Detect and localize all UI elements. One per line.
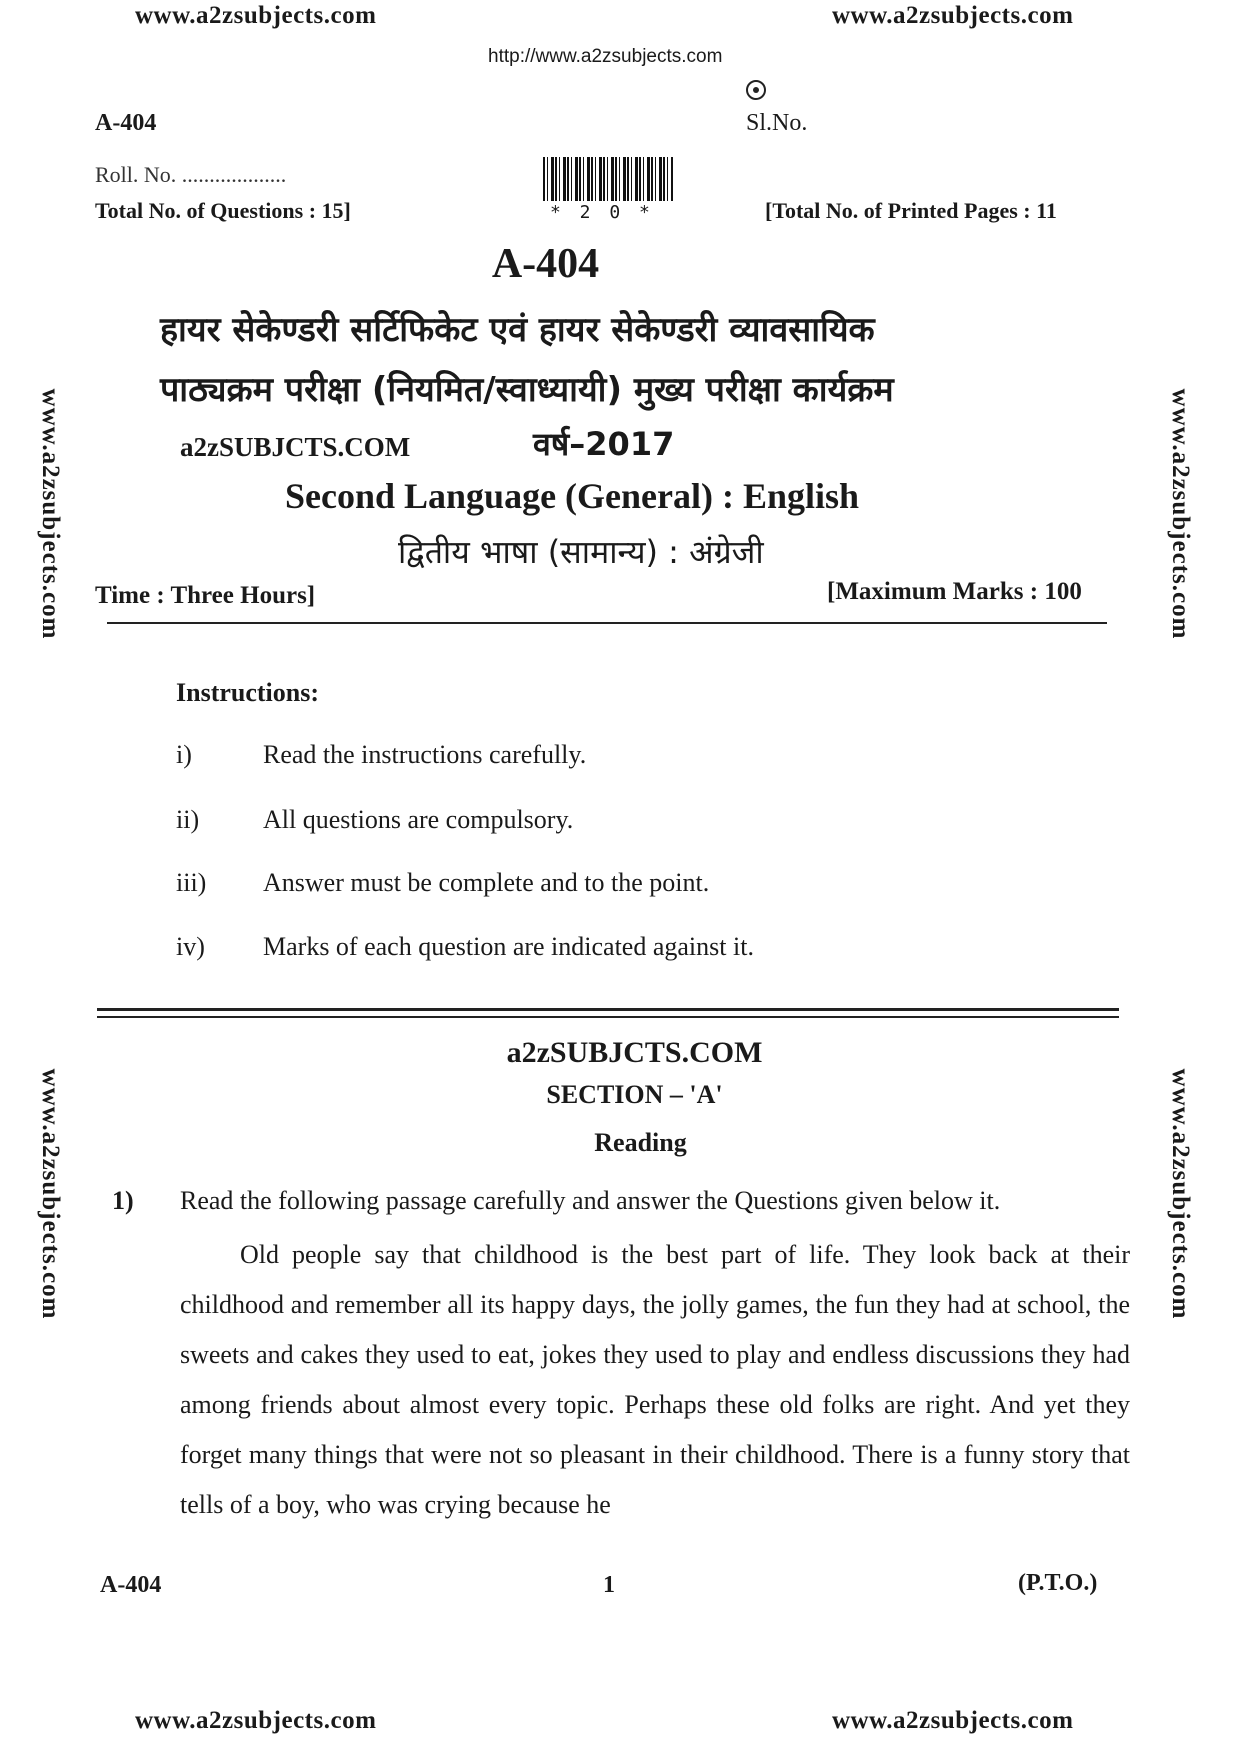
instruction-text: Answer must be complete and to the point.: [263, 868, 710, 897]
barcode-text: * 2 0 *: [550, 202, 654, 223]
please-turn-over: (P.T.O.): [1018, 1570, 1098, 1596]
footer-exam-code: A-404: [100, 1572, 162, 1598]
total-questions: Total No. of Questions : 15]: [95, 198, 351, 223]
section-divider-top: [97, 1008, 1119, 1011]
instructions-heading: Instructions:: [176, 678, 320, 707]
exam-year: वर्ष–2017: [533, 425, 675, 463]
instruction-text: All questions are compulsory.: [263, 805, 574, 834]
circle-dot-icon: [746, 80, 766, 100]
site-watermark-header: a2zSUBJCTS.COM: [180, 432, 411, 462]
subject-title-hindi: द्वितीय भाषा (सामान्य) : अंग्रेजी: [398, 533, 764, 571]
hindi-heading-line2: पाठ्यक्रम परीक्षा (नियमित/स्वाध्यायी) मुख्य परीक्षा कार्यक्रम: [160, 370, 894, 410]
watermark-side-right-2: www.a2zsubjects.com: [1167, 1068, 1194, 1320]
barcode: [543, 157, 673, 201]
instruction-number: ii): [176, 805, 200, 834]
source-url: http://www.a2zsubjects.com: [488, 46, 723, 67]
exam-code-top: A-404: [95, 110, 157, 136]
header-divider: [107, 622, 1107, 624]
watermark-bottom-right: www.a2zsubjects.com: [832, 1707, 1074, 1734]
instruction-number: iv): [176, 932, 205, 961]
section-subtitle: Reading: [594, 1128, 687, 1157]
watermark-side-left-2: www.a2zsubjects.com: [37, 1068, 64, 1320]
instruction-text: Read the instructions carefully.: [263, 740, 587, 769]
exam-duration: Time : Three Hours]: [95, 582, 316, 609]
reading-passage: Old people say that childhood is the best part of life. They look back at their childhood and remember all its happy days, the jolly games, the fun they had at school, the sweets and cakes they used to eat, jokes they used to play and endless discussions they had among friends about almost every topic. Perhaps these old folks are right. And yet they forget many things that were not so pleasant in their childhood. There is a funny story that tells of a boy, who was crying because he: [180, 1240, 1130, 1519]
question-number: 1): [112, 1186, 134, 1215]
section-divider-bottom: [97, 1016, 1119, 1018]
section-title: SECTION – 'A': [546, 1080, 723, 1109]
watermark-top-left: www.a2zsubjects.com: [135, 2, 377, 29]
paper-code-title: A-404: [491, 241, 600, 287]
question-text: Read the following passage carefully and answer the Questions given below it.: [180, 1186, 1001, 1215]
instruction-number: iii): [176, 868, 207, 897]
watermark-top-right: www.a2zsubjects.com: [832, 2, 1074, 29]
hindi-heading-line1: हायर सेकेण्डरी सर्टिफिकेट एवं हायर सेकेण्डरी व्यावसायिक: [160, 310, 875, 350]
watermark-side-left-1: www.a2zsubjects.com: [37, 388, 64, 640]
serial-number-label: Sl.No.: [746, 110, 808, 136]
page-number: 1: [603, 1572, 615, 1598]
roll-number-field: Roll. No. ...................: [95, 162, 287, 187]
printed-pages: [Total No. of Printed Pages : 11: [765, 198, 1057, 223]
watermark-bottom-left: www.a2zsubjects.com: [135, 1707, 377, 1734]
site-watermark-section: a2zSUBJCTS.COM: [506, 1036, 763, 1069]
instruction-number: i): [176, 740, 192, 769]
watermark-side-right-1: www.a2zsubjects.com: [1167, 388, 1194, 640]
maximum-marks: [Maximum Marks : 100: [827, 578, 1082, 605]
instruction-text: Marks of each question are indicated against it.: [263, 932, 754, 961]
subject-title: Second Language (General) : English: [285, 476, 860, 516]
